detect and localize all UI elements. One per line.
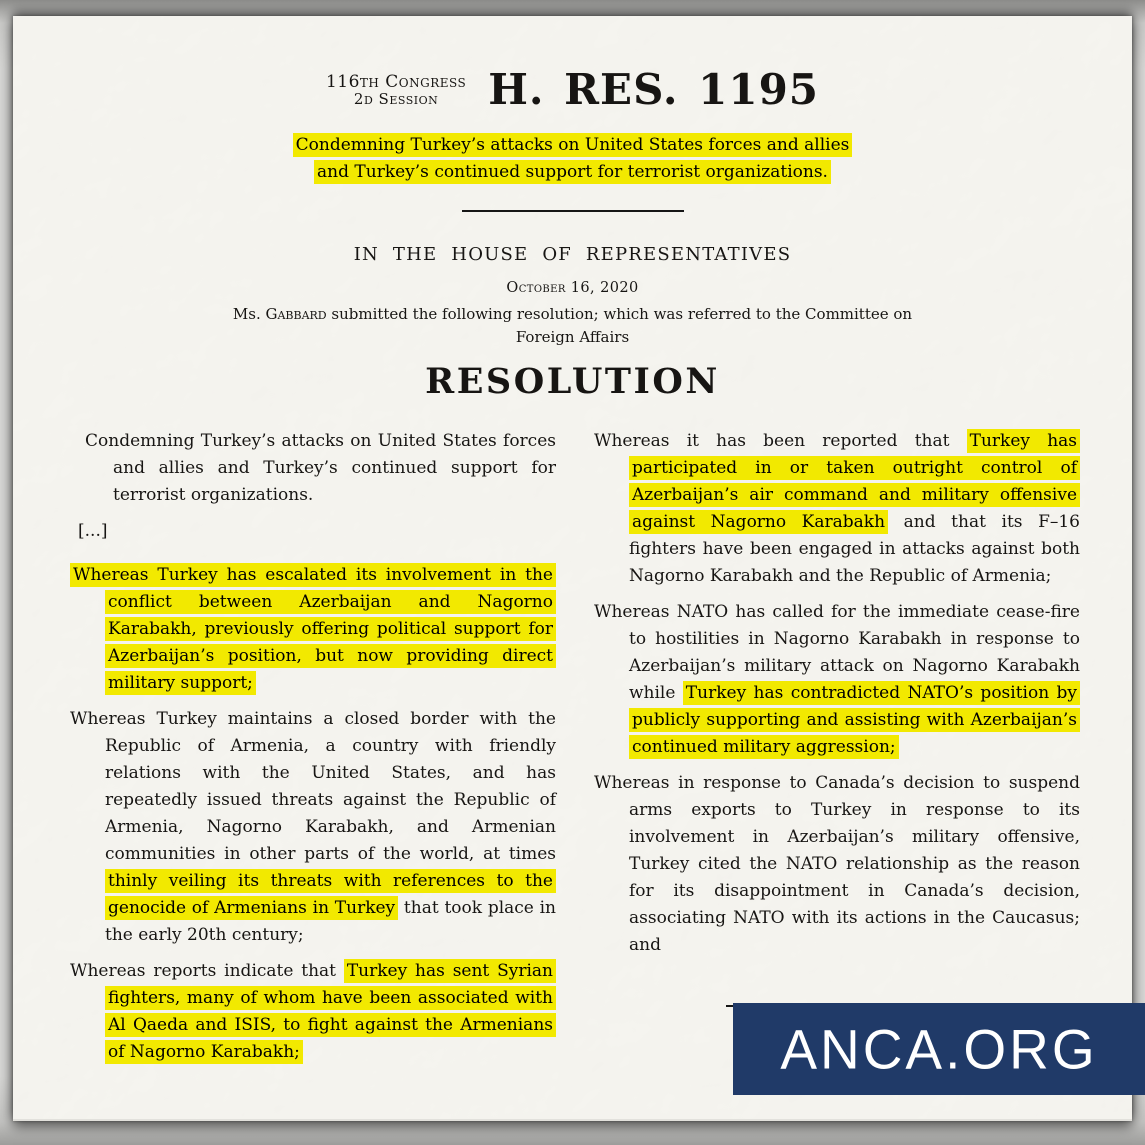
highlighted-text: Turkey has participated in or taken outright control of Azerbaijan’s air command and military offensive against Nagorno Karabakh bbox=[629, 429, 1080, 534]
document-header bbox=[13, 66, 1132, 114]
text-run: [...] bbox=[78, 521, 108, 541]
whereas-clause-nato bbox=[594, 599, 1080, 761]
chamber-heading: IN THE HOUSE OF REPRESENTATIVES bbox=[353, 244, 792, 265]
text-run: and that its F–16 fighters have been engaged in attacks against both Nagorno Karabakh and the Republic of Armenia; bbox=[629, 512, 1080, 586]
whereas-clause-escalation bbox=[70, 562, 556, 697]
document-content bbox=[13, 16, 1132, 1075]
right-column bbox=[594, 428, 1080, 1075]
session-number: 2d Session bbox=[353, 90, 439, 108]
congress-session-block bbox=[326, 66, 466, 107]
whereas-clause-syrian-fighters bbox=[70, 958, 556, 1066]
highlighted-text: thinly veiling its threats with references to the genocide of Armenians in Turkey bbox=[105, 869, 556, 920]
header-divider-rule bbox=[462, 210, 684, 212]
text-run: submitted the following resolution; which was referred to the Committee on Foreign Affairs bbox=[326, 305, 913, 346]
text-run: Ms. bbox=[232, 305, 266, 323]
anca-brand-banner bbox=[733, 1003, 1145, 1095]
submitted-by-line bbox=[233, 303, 913, 349]
whereas-clause-canada bbox=[594, 770, 1080, 959]
left-column bbox=[70, 428, 556, 1075]
submission-date: October 16, 2020 bbox=[506, 280, 639, 296]
whereas-clause-closed-border bbox=[70, 706, 556, 949]
text-run: Whereas in response to Canada’s decision to suspend arms exports to Turkey in response to its involvement in Azerbaijan’s military offensive, Turkey cited the NATO relationship as the reason for its disappointment in Canada’s decision, associating NATO with its actions in the Caucasus; and bbox=[594, 773, 1080, 955]
document-paper bbox=[13, 16, 1132, 1121]
text-run: Gabbard bbox=[265, 305, 327, 323]
text-run: Whereas Turkey maintains a closed border with the Republic of Armenia, a country with friendly relations with the United States, and has repeatedly issued threats against the Republic of Armenia, Nagorno Karabakh, and Armenian communities in other parts of the world, at times bbox=[70, 709, 556, 864]
highlighted-text: Turkey has contradicted NATO’s position by publicly supporting and assisting with Azerbaijan’s continued military aggression; bbox=[629, 681, 1080, 759]
bill-number-title: H. RES. 1195 bbox=[488, 65, 820, 114]
congress-number: 116th Congress bbox=[325, 72, 467, 92]
highlighted-text: Turkey has sent Syrian fighters, many of whom have been associated with Al Qaeda and ISIS, to fight against the Armenians of Nagorno Karabakh; bbox=[105, 959, 556, 1064]
bill-subtitle bbox=[293, 132, 853, 186]
two-column-body bbox=[13, 428, 1132, 1075]
anca-org-wordmark: ANCA.ORG bbox=[780, 1017, 1098, 1081]
text-run: Whereas reports indicate that bbox=[70, 961, 344, 981]
highlighted-text: Whereas Turkey has escalated its involvement in the conflict between Azerbaijan and Nagorno Karabakh, previously offering political support for Azerbaijan’s position, but now providing direct military support; bbox=[70, 563, 556, 695]
text-run: Whereas it has been reported that bbox=[594, 431, 967, 451]
preamble-paragraph bbox=[70, 428, 556, 509]
highlighted-subtitle: Condemning Turkey’s attacks on United States forces and allies and Turkey’s continued support for terrorist organizations. bbox=[293, 133, 853, 184]
resolution-heading: RESOLUTION bbox=[425, 361, 720, 402]
ellipsis-omission bbox=[78, 518, 556, 545]
whereas-clause-air-command bbox=[594, 428, 1080, 590]
text-run: Condemning Turkey’s attacks on United States forces and allies and Turkey’s continued support for terrorist organizations. bbox=[85, 431, 556, 505]
text-run: Whereas NATO has called for the immediate cease-fire to hostilities in Nagorno Karabakh in response to Azerbaijan’s military attack on Nagorno Karabakh while bbox=[594, 602, 1080, 703]
text-run: that took place in the early 20th century; bbox=[105, 898, 557, 945]
